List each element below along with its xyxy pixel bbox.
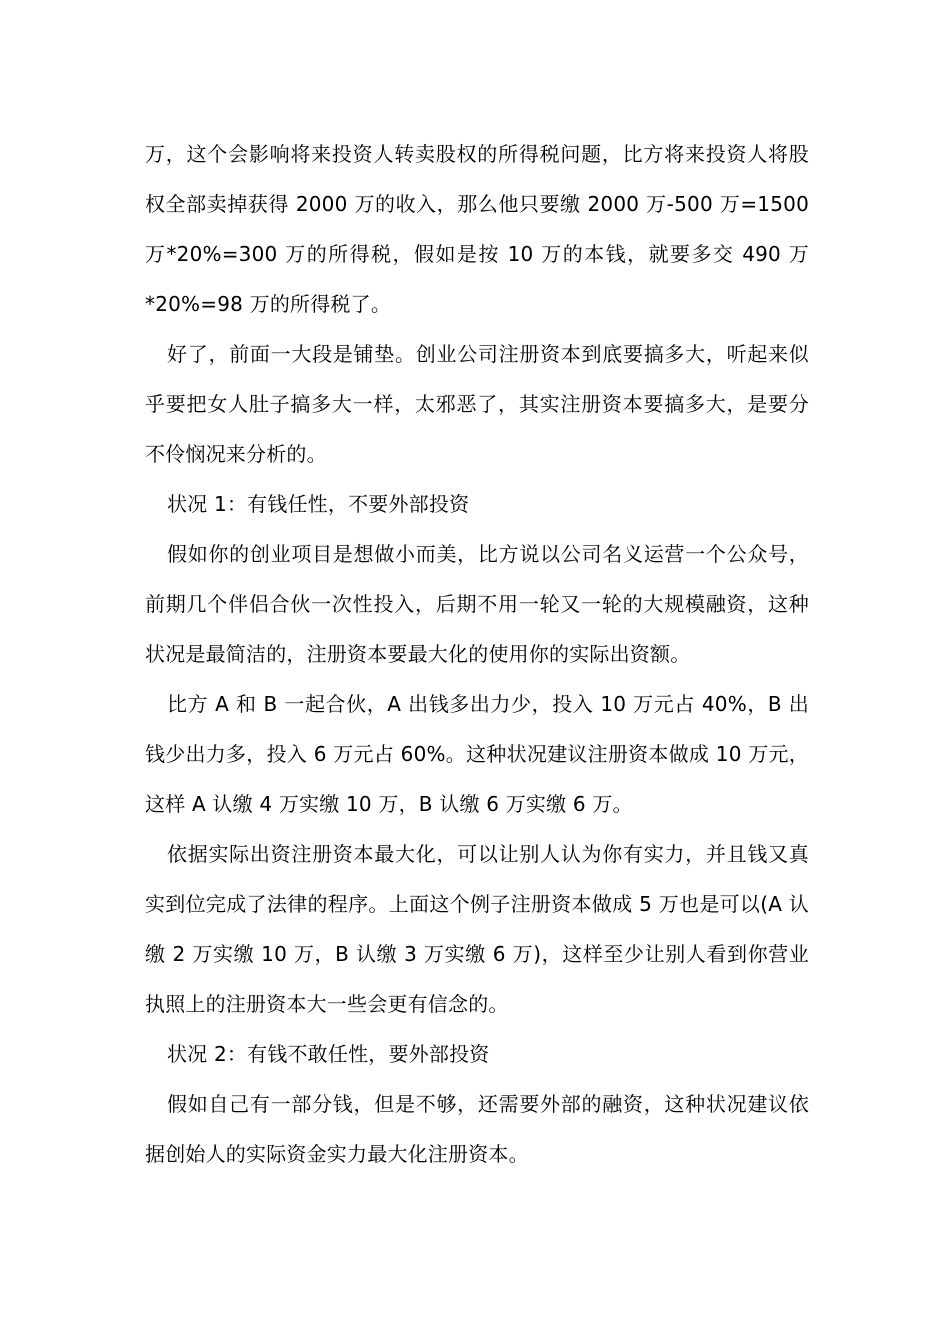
paragraph-case-1-rationale: 依据实际出资注册资本最大化，可以让别人认为你有实力，并且钱又真实到位完成了法律的程序。上面这个例子注册资本做成 5 万也是可以(A 认缴 2 万实缴 10 万，B 认缴 3 万实缴 6 万)，这样至少让别人看到你营业执照上的注册资本大一些会更有信念的。 xyxy=(145,842,809,1016)
paragraph-tax-continuation: 万，这个会影响将来投资人转卖股权的所得税问题，比方将来投资人将股权全部卖掉获得 2000 万的收入，那么他只要缴 2000 万-500 万=1500 万*20%=300 万的所得税，假如是按 10 万的本钱，就要多交 490 万*20%=98 万的所得税了。 xyxy=(145,142,809,316)
heading-case-2: 状况 2：有钱不敢任性，要外部投资 xyxy=(167,1042,490,1066)
paragraph-intro: 好了，前面一大段是铺垫。创业公司注册资本到底要搞多大，听起来似乎要把女人肚子搞多大一样，太邪恶了，其实注册资本要搞多大，是要分不伶悯况来分析的。 xyxy=(145,342,809,466)
paragraph-case-1-description: 假如你的创业项目是想做小而美，比方说以公司名义运营一个公众号，前期几个伴侣合伙一次性投入，后期不用一轮又一轮的大规模融资，这种状况是最简洁的，注册资本要最大化的使用你的实际出资额。 xyxy=(145,542,809,666)
document-body xyxy=(145,129,809,1179)
heading-case-1: 状况 1：有钱任性，不要外部投资 xyxy=(167,492,470,516)
paragraph-case-2-description: 假如自己有一部分钱，但是不够，还需要外部的融资，这种状况建议依据创始人的实际资金实力最大化注册资本。 xyxy=(145,1092,809,1166)
paragraph-case-1-example: 比方 A 和 B 一起合伙，A 出钱多出力少，投入 10 万元占 40%，B 出钱少出力多，投入 6 万元占 60%。这种状况建议注册资本做成 10 万元，这样 A 认缴 4 万实缴 10 万，B 认缴 6 万实缴 6 万。 xyxy=(145,692,809,816)
